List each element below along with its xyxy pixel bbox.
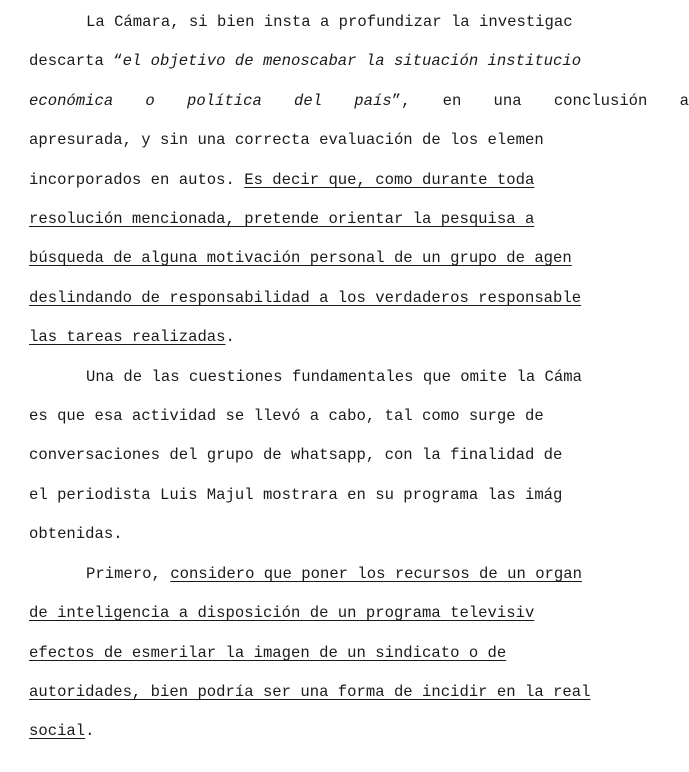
word-punctuation: ”,	[391, 92, 411, 110]
text-segment: Una de las cuestiones fundamentales que omite la Cáma	[86, 368, 582, 386]
underlined-text: de inteligencia a disposición de un programa televisiv	[29, 604, 535, 622]
word	[443, 91, 462, 111]
text-line	[29, 170, 534, 190]
underlined-text: autoridades, bien podría ser una forma de incidir en la real	[29, 683, 591, 701]
text-segment: La Cámara, si bien insta a profundizar la investigac	[86, 13, 573, 31]
text-line	[29, 643, 506, 663]
text-line	[29, 51, 581, 71]
underlined-text: Es decir que, como durante toda	[244, 171, 535, 189]
word-text: política	[186, 92, 262, 110]
underlined-text: social	[29, 722, 86, 740]
word	[29, 91, 113, 111]
underlined-text: considero que poner los recursos de un organ	[170, 565, 582, 583]
word	[145, 91, 154, 111]
text-segment: es que esa actividad se llevó a cabo, tal como surge de	[29, 407, 544, 425]
text-line	[29, 288, 581, 308]
underlined-text: las tareas realizadas	[29, 328, 226, 346]
text-line	[29, 721, 95, 741]
word	[354, 91, 410, 111]
text-segment: el periodista Luis Majul mostrara en su programa las imág	[29, 486, 563, 504]
text-line	[29, 12, 573, 32]
text-segment: apresurada, y sin una correcta evaluación de los elemen	[29, 131, 544, 149]
text-line	[29, 327, 235, 347]
italic-text: el objetivo de menoscabar la situación institucio	[122, 52, 582, 70]
word-text: conclusión	[553, 92, 648, 110]
word-text: económica	[29, 92, 114, 110]
text-line	[29, 445, 562, 465]
text-line	[29, 682, 590, 702]
underlined-text: deslindando de responsabilidad a los verdaderos responsable	[29, 289, 582, 307]
word-text: en	[442, 92, 462, 110]
text-segment: .	[225, 328, 235, 346]
underlined-text: efectos de esmerilar la imagen de un sindicato o de	[29, 644, 507, 662]
underlined-text: resolución mencionada, pretende orientar la pesquisa a	[29, 210, 535, 228]
text-line	[29, 564, 582, 584]
word	[187, 91, 262, 111]
word-text: o	[145, 92, 155, 110]
word-text: del	[294, 92, 323, 110]
text-segment: Primero,	[86, 565, 171, 583]
word-text: una	[493, 92, 522, 110]
text-line	[29, 248, 572, 268]
text-line	[29, 603, 534, 623]
word	[294, 91, 322, 111]
word-text: país	[354, 92, 392, 110]
text-line	[29, 524, 123, 544]
text-line	[29, 485, 562, 505]
text-line	[29, 406, 544, 426]
underlined-text: búsqueda de alguna motivación personal de un grupo de agen	[29, 249, 572, 267]
text-segment: descarta “	[29, 52, 123, 70]
text-segment: incorporados en autos.	[29, 171, 245, 189]
text-line	[29, 209, 534, 229]
text-line	[29, 91, 689, 111]
text-segment: conversaciones del grupo de whatsapp, con la finalidad de	[29, 446, 563, 464]
text-line	[29, 130, 544, 150]
word	[554, 91, 648, 111]
word	[680, 91, 689, 111]
text-segment: obtenidas.	[29, 525, 123, 543]
word-text: a	[679, 92, 689, 110]
text-segment: .	[85, 722, 95, 740]
word	[494, 91, 522, 111]
text-line	[29, 367, 582, 387]
